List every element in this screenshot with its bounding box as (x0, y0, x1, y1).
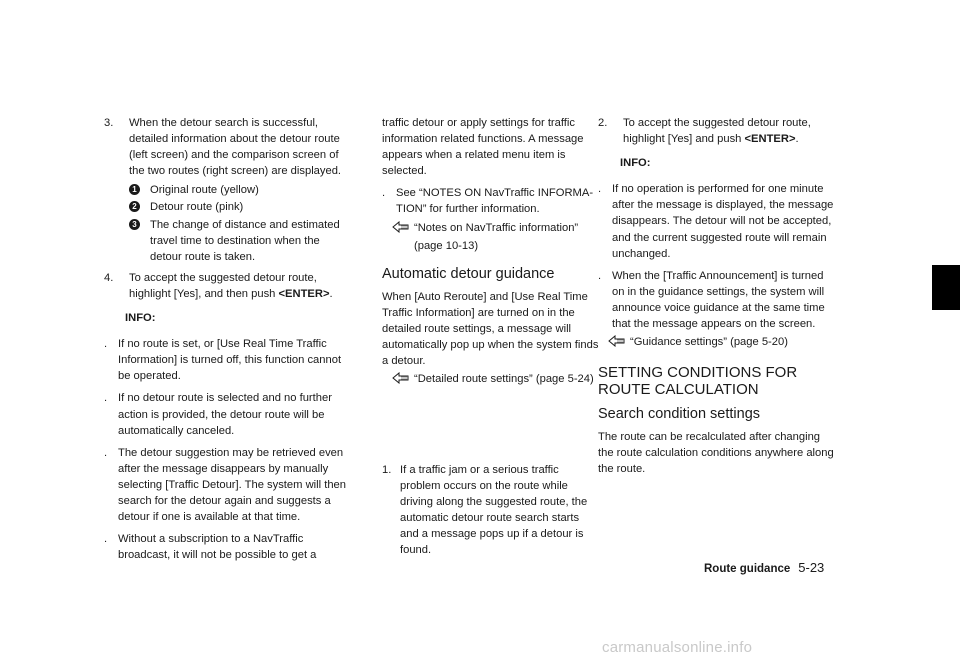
step-text (623, 115, 836, 147)
bullet-item (104, 390, 350, 438)
page-number: 5-23 (798, 560, 825, 575)
callout-1 (129, 182, 350, 198)
bullet-item (598, 181, 836, 261)
footer-section-title: Route guidance (704, 563, 791, 575)
reference-arrow-icon (392, 221, 410, 233)
callout-list (104, 182, 350, 264)
step-number: 3. (104, 117, 114, 129)
step-number: 1. (382, 464, 392, 476)
step-4 (104, 270, 350, 302)
bullet-item (104, 336, 350, 384)
bullet-dot: . (104, 392, 108, 405)
cross-reference (598, 334, 836, 350)
step-text: When the detour search is successful, detailed information about the detour route (left screen) and the comparison screen of the two routes (right screen) are displayed. (129, 117, 342, 178)
bullet-text: If no operation is performed for one minute after the message is displayed, the message disappears. The detour will not be accepted, and the current suggested route will remain unchanged. (612, 183, 834, 260)
bullet-dot: . (598, 269, 602, 282)
bullet-dot: . (104, 446, 108, 459)
bullet-text: If no detour route is selected and no further action is provided, the detour route will be automatically canceled. (118, 392, 332, 437)
column-middle (382, 115, 600, 389)
info-label: INFO: (125, 312, 156, 325)
bullet-text: When the [Traffic Announcement] is turned on in the guidance settings, the system will announce voice guidance at the same time that the message appears on the screen. (612, 269, 825, 331)
reference-arrow-icon (392, 372, 410, 384)
callout-marker-1: 1 (129, 184, 140, 195)
step-text-body: To accept the suggested detour route, highlight [Yes] and push (623, 117, 811, 146)
continued-text: traffic detour or apply settings for traffic information related functions. A message appears when a related menu item is selected. (382, 117, 584, 178)
callout-3 (129, 217, 350, 265)
callout-marker-3: 3 (129, 219, 140, 230)
cross-reference (382, 371, 600, 387)
column-right (598, 115, 836, 478)
step-3 (104, 115, 350, 179)
step-number: 2. (598, 117, 608, 129)
section-heading: Automatic detour guidance (382, 265, 555, 282)
step-1 (382, 462, 600, 559)
bullet-item (598, 268, 836, 332)
bullet-text: Without a subscription to a NavTraffic broadcast, it will not be possible to get a (118, 533, 317, 562)
step-text (129, 270, 350, 302)
step-text-tail: . (795, 133, 799, 146)
chapter-tab-marker (932, 265, 960, 310)
reference-text: “Detailed route settings” (page 5-24) (414, 373, 594, 386)
step-1-block (382, 462, 600, 562)
bullet-item (104, 445, 350, 525)
bullet-text: See “NOTES ON NavTraffic INFORMA-TION” for further information. (396, 187, 594, 216)
callout-text: Detour route (pink) (150, 201, 244, 214)
step-text-tail: . (329, 287, 333, 300)
bullet-text: The detour suggestion may be retrieved even after the message disappears by manually selecting [Traffic Detour]. The system will then search for the detour again and suggests a detour if one is available at that time. (118, 446, 346, 524)
step-text: If a traffic jam or a serious traffic problem occurs on the route while driving along the suggested route, the automatic detour route search starts and a message pops up if a detour is found. (400, 464, 588, 557)
callout-marker-2: 2 (129, 201, 140, 212)
reference-page: (page 10-13) (414, 239, 479, 252)
chapter-heading: SETTING CONDITIONS FOR ROUTE CALCULATION (598, 364, 798, 399)
reference-text: “Notes on NavTraffic information” (414, 221, 579, 234)
callout-text: Original route (yellow) (150, 184, 259, 197)
callout-text: The change of distance and estimated travel time to destination when the detour route is taken. (150, 218, 340, 263)
reference-arrow-icon (608, 335, 626, 347)
info-label: INFO: (620, 157, 651, 170)
column-left (104, 115, 350, 569)
section-heading: Search condition settings (598, 406, 761, 423)
step-2 (598, 115, 836, 147)
bullet-item (104, 531, 350, 563)
step-number: 4. (104, 271, 114, 284)
enter-key-label: <ENTER> (278, 287, 330, 300)
watermark: carmanualsonline.info (602, 639, 753, 656)
bullet-item (382, 185, 600, 217)
bullet-dot: . (598, 183, 602, 196)
enter-key-label: <ENTER> (744, 133, 796, 146)
bullet-dot: . (104, 533, 108, 546)
section-paragraph: When [Auto Reroute] and [Use Real Time Traffic Information] are turned on in the detailed route settings, a message will automatically pop up when the system finds a detour. (382, 290, 599, 368)
bullet-dot: . (382, 187, 386, 200)
page-footer (704, 560, 824, 577)
bullet-dot: . (104, 338, 108, 351)
section-paragraph: The route can be recalculated after changing the route calculation conditions anywhere along the route. (598, 431, 834, 476)
step-text-body: To accept the suggested detour route, highlight [Yes], and then push (129, 271, 317, 300)
callout-2 (129, 199, 350, 215)
reference-text: “Guidance settings” (page 5-20) (630, 336, 788, 349)
cross-reference (382, 220, 600, 236)
bullet-text: If no route is set, or [Use Real Time Traffic Information] is turned off, this function cannot be operated. (118, 338, 342, 383)
